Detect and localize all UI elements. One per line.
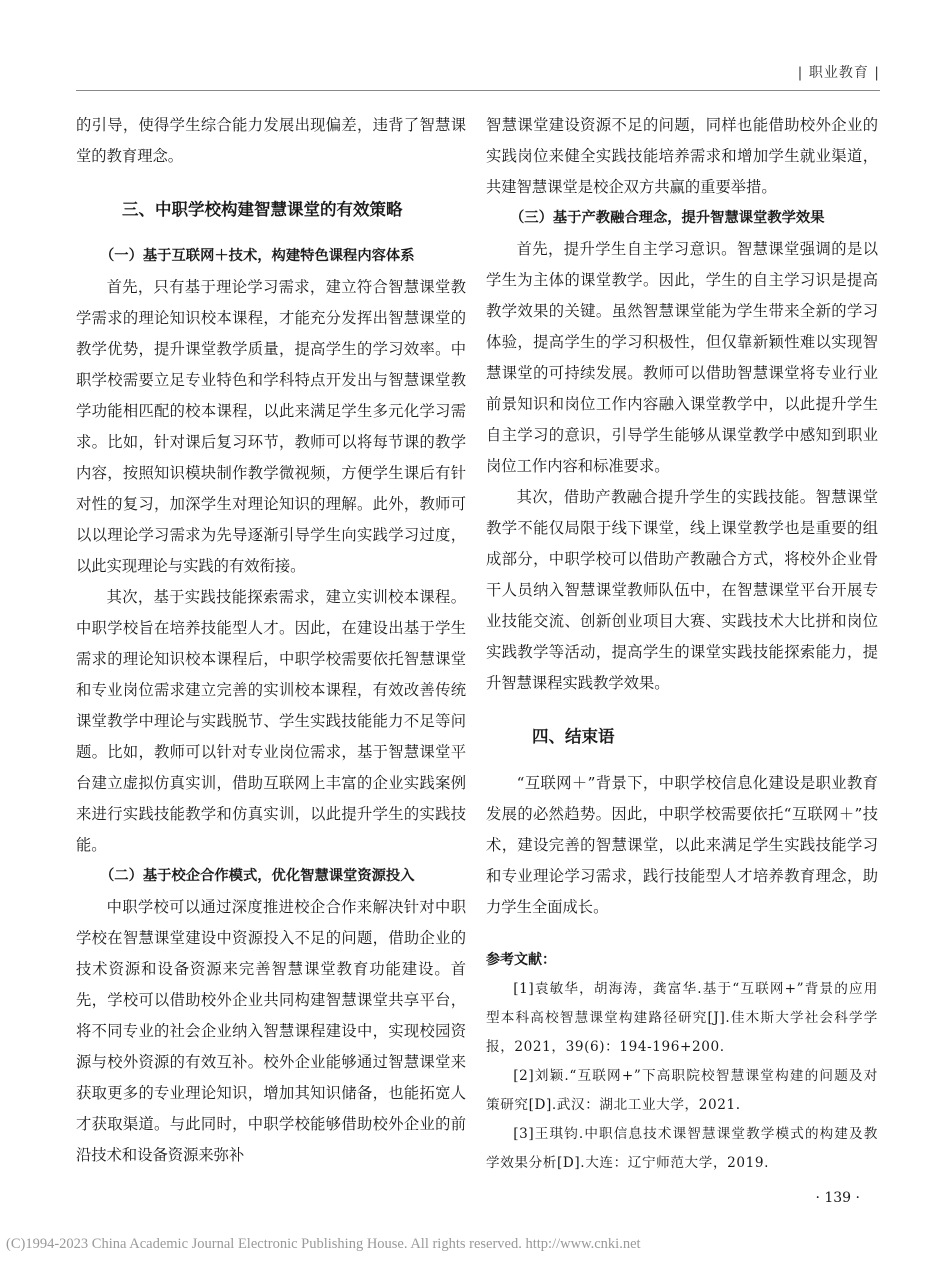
body-paragraph: 其次，基于实践技能探索需求，建立实训校本课程。中职学校旨在培养技能型人才。因此，在建设出基于学生需求的理论知识校本课程后，中职学校需要依托智慧课堂和专业岗位需求建立完善的实训校本课程，有效改善传统课堂教学中理论与实践脱节、学生实践技能能力不足等问题。比如，教师可以针对专业岗位需求，基于智慧课堂平台建立虚拟仿真实训，借助互联网上丰富的企业实践案例来进行实践技能教学和仿真实训，以此提升学生的实践技能。 bbox=[76, 588, 466, 854]
body-paragraph: 首先，只有基于理论学习需求，建立符合智慧课堂教学需求的理论知识校本课程，才能充分发挥出智慧课堂的教学优势，提升课堂教学质量，提高学生的学习效率。中职学校需要立足专业特色和学科特点开发出与智慧课堂教学功能相匹配的校本课程，以此来满足学生多元化学习需求。比如，针对课后复习环节，教师可以将每节课的教学内容，按照知识模块制作教学微视频，方便学生课后有针对性的复习，加深学生对理论知识的理解。此外，教师可以以理论学习需求为先导逐渐引导学生向实践学习过度，以此实现理论与实践的有效衔接。 bbox=[76, 278, 466, 575]
right-column bbox=[486, 110, 878, 1178]
journal-section-label: | 职业教育 | bbox=[797, 65, 880, 81]
reference-item: [1]袁敏华，胡海涛，龚富华.基于“互联网+”背景的应用型本科高校智慧课堂构建路径研究[J].佳木斯大学社会科学学报，2021，39(6)：194-196+200. bbox=[486, 981, 878, 1055]
subsection-heading-3: （三）基于产教融合理念，提升智慧课堂教学效果 bbox=[510, 210, 825, 226]
continued-paragraph: 智慧课堂建设资源不足的问题，同样也能借助校外企业的实践岗位来健全实践技能培养需求和增加学生就业渠道，共建智慧课堂是校企双方共赢的重要举措。 bbox=[486, 116, 878, 196]
reference-item: [2]刘颖.“互联网+”下高职院校智慧课堂构建的问题及对策研究[D].武汉：湖北工业大学，2021. bbox=[486, 1068, 878, 1113]
subsection-heading-1: （一）基于互联网＋技术，构建特色课程内容体系 bbox=[100, 248, 415, 264]
body-paragraph: 其次，借助产教融合提升学生的实践技能。智慧课堂教学不能仅局限于线下课堂，线上课堂教学也是重要的组成部分，中职学校可以借助产教融合方式，将校外企业骨干人员纳入智慧课堂教师队伍中，在智慧课堂平台开展专业技能交流、创新创业项目大赛、实践技术大比拼和岗位实践教学等活动，提高学生的课堂实践技能探索能力，提升智慧课程实践教学效果。 bbox=[486, 488, 878, 692]
header-divider bbox=[76, 90, 880, 91]
body-paragraph: 中职学校可以通过深度推进校企合作来解决针对中职学校在智慧课堂建设中资源投入不足的问题，借助企业的技术资源和设备资源来完善智慧课堂教育功能建设。首先，学校可以借助校外企业共同构建智慧课堂共享平台，将不同专业的社会企业纳入智慧课程建设中，实现校园资源与校外资源的有效互补。校外企业能够通过智慧课堂来获取更多的专业理论知识，增加其知识储备，也能拓宽人才获取渠道。与此同时，中职学校能够借助校外企业的前沿技术和设备资源来弥补 bbox=[76, 898, 466, 1164]
body-paragraph: 首先，提升学生自主学习意识。智慧课堂强调的是以学生为主体的课堂教学。因此，学生的自主学习识是提高教学效果的关键。虽然智慧课堂能为学生带来全新的学习体验，提高学生的学习积极性，但仅靠新颖性难以实现智慧课堂的可持续发展。教师可以借助智慧课堂将专业行业前景知识和岗位工作内容融入课堂教学中，以此提升学生自主学习的意识，引导学生能够从课堂教学中感知到职业岗位工作内容和标准要求。 bbox=[486, 240, 878, 475]
references-heading: 参考文献： bbox=[486, 952, 556, 968]
reference-item: [3]王琪钧.中职信息技术课智慧课堂教学模式的构建及教学效果分析[D].大连：辽宁师范大学，2019. bbox=[486, 1126, 878, 1171]
subsection-heading-2: （二）基于校企合作模式，优化智慧课堂资源投入 bbox=[100, 868, 415, 884]
left-column bbox=[76, 110, 466, 1171]
body-paragraph: “互联网＋”背景下，中职学校信息化建设是职业教育发展的必然趋势。因此，中职学校需要依托“互联网＋”技术，建设完善的智慧课堂，以此来满足学生实践技能学习和专业理论学习需求，践行技能型人才培养教育理念，助力学生全面成长。 bbox=[486, 774, 878, 916]
copyright-footer: (C)1994-2023 China Academic Journal Electronic Publishing House. All rights reserved. http://www.cnki.net bbox=[6, 1236, 641, 1252]
continued-paragraph: 的引导，使得学生综合能力发展出现偏差，违背了智慧课堂的教育理念。 bbox=[76, 116, 466, 165]
section-heading-4: 四、结束语 bbox=[532, 727, 615, 746]
section-heading-3: 三、中职学校构建智慧课堂的有效策略 bbox=[122, 200, 403, 219]
page-number: · 139 · bbox=[815, 1190, 860, 1206]
